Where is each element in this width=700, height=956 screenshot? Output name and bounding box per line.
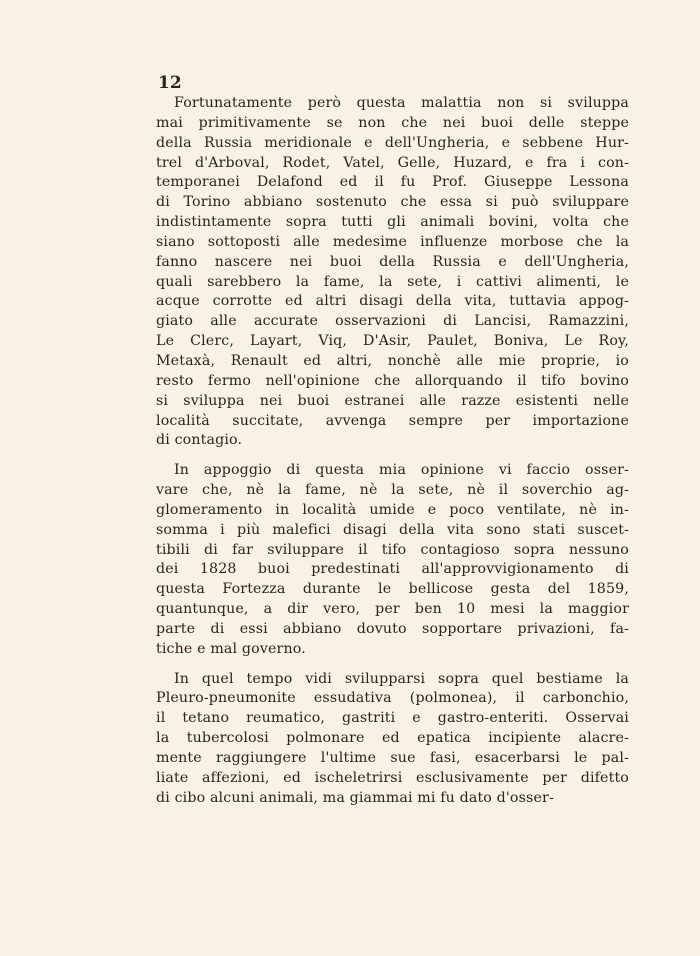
text-line: liate affezioni, ed ischeletrirsi esclusivamente per difetto: [156, 769, 629, 786]
text-line: giato alle accurate osservazioni di Lancisi, Ramazzini,: [156, 313, 629, 330]
book-page: [156, 72, 629, 819]
text-line: temporanei Delafond ed il fu Prof. Giuseppe Lessona: [156, 174, 629, 191]
text-line: dei 1828 buoi predestinati all'approvvigionamento di: [156, 561, 629, 578]
text-line: si sviluppa nei buoi estranei alle razze esistenti nelle: [156, 392, 629, 409]
text-line: della Russia meridionale e dell'Ungheria, e sebbene Hur-: [156, 134, 629, 151]
page-number: 12: [158, 73, 182, 93]
text-line: località succitate, avvenga sempre per importazione: [156, 412, 629, 429]
text-line: Fortunatamente però questa malattia non si sviluppa: [174, 95, 629, 111]
text-line: acque corrotte ed altri disagi della vita, tuttavia appog-: [156, 293, 629, 310]
text-line: somma i più malefici disagi della vita sono stati suscet-: [156, 521, 629, 538]
text-line: la tubercolosi polmonare ed epatica incipiente alacre-: [156, 730, 629, 747]
paragraph: [156, 461, 629, 659]
text-line: indistintamente sopra tutti gli animali bovini, volta che: [156, 214, 629, 231]
text-line: In appoggio di questa mia opinione vi faccio osser-: [174, 462, 629, 479]
text-line: parte di essi abbiano dovuto sopportare privazioni, fa-: [156, 620, 629, 637]
text-line: mai primitivamente se non che nei buoi delle steppe: [156, 114, 629, 131]
text-line: trel d'Arboval, Rodet, Vatel, Gelle, Huzard, e fra i con-: [156, 154, 629, 171]
text-line: Pleuro-pneumonite essudativa (polmonea), il carbonchio,: [156, 690, 629, 707]
text-line: di cibo alcuni animali, ma giammai mi fu dato d'osser-: [156, 789, 554, 806]
text-line: fanno nascere nei buoi della Russia e dell'Ungheria,: [156, 253, 629, 270]
text-line: di Torino abbiano sostenuto che essa si può sviluppare: [156, 194, 629, 211]
text-line: il tetano reumatico, gastriti e gastro-enteriti. Osservai: [156, 710, 629, 727]
text-line: glomeramento in località umide e poco ventilate, nè in-: [156, 501, 629, 518]
body-text: [156, 94, 629, 809]
paragraph: [156, 94, 629, 451]
text-line: di contagio.: [156, 432, 243, 449]
text-line: siano sottoposti alle medesime influenze morbose che la: [156, 233, 629, 250]
text-line: quali sarebbero la fame, la sete, i cattivi alimenti, le: [156, 273, 629, 290]
text-line: Metaxà, Renault ed altri, nonchè alle mie proprie, io: [156, 352, 629, 369]
text-line: mente raggiungere l'ultime sue fasi, esacerbarsi le pal-: [156, 750, 629, 766]
text-line: resto fermo nell'opinione che allorquando il tifo bovino: [156, 372, 629, 389]
text-line: Le Clerc, Layart, Viq, D'Asir, Paulet, Boniva, Le Roy,: [156, 333, 629, 350]
text-line: In quel tempo vidi svilupparsi sopra quel bestiame la: [174, 670, 629, 687]
text-line: quantunque, a dir vero, per ben 10 mesi la maggior: [156, 601, 629, 618]
text-line: tiche e mal governo.: [156, 640, 306, 657]
text-line: vare che, nè la fame, nè la sete, nè il soverchio ag-: [156, 482, 629, 499]
text-line: questa Fortezza durante le bellicose gesta del 1859,: [156, 581, 629, 598]
paragraph: [156, 670, 629, 809]
text-line: tibili di far sviluppare il tifo contagioso sopra nessuno: [156, 541, 629, 558]
